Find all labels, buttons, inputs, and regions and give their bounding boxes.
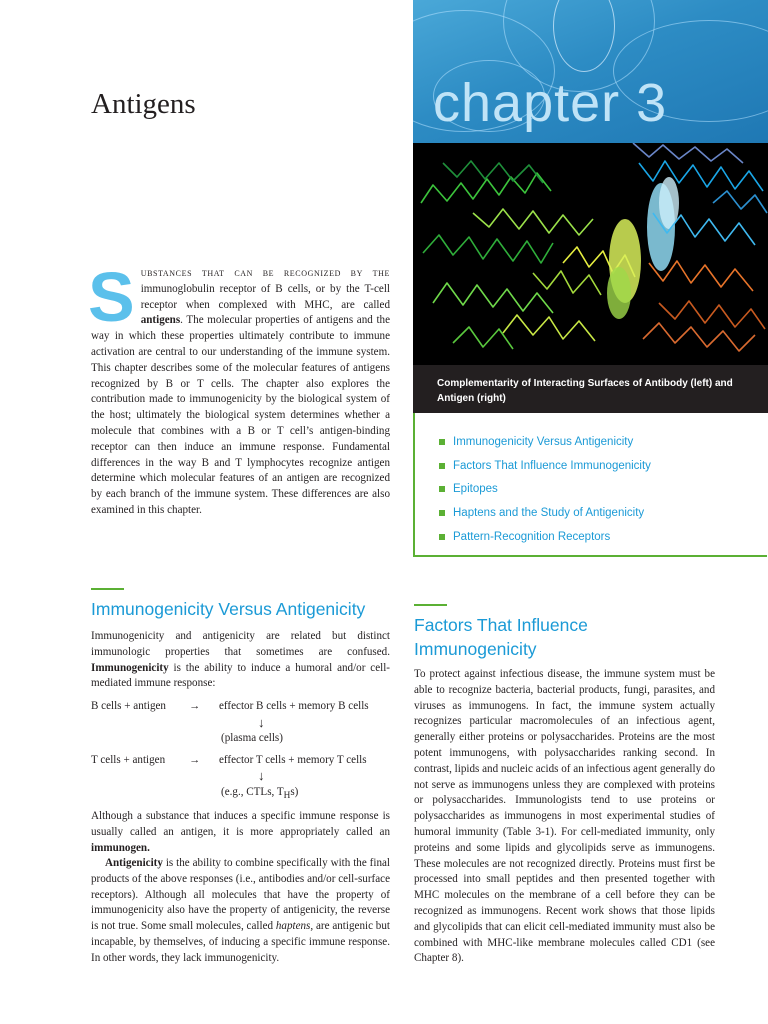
square-bullet-icon [439,486,445,492]
outline-item-label: Pattern-Recognition Receptors [453,530,611,543]
outline-item-label: Haptens and the Study of Antigenicity [453,506,645,519]
equation-note: (plasma cells) [221,732,283,744]
outline-item-label: Factors That Influence Immunogenicity [453,459,651,472]
outline-item[interactable] [439,501,651,525]
chapter-outline [413,413,767,557]
heading-line: Immunogenicity [414,639,537,659]
text: is the ability to combine specifically with the final products of the above responses (i.e., antibodies and/or cell-surface receptors). Although all molecules that have the property of immunogenicity also have the property of antigenicity, the reverse is not true. Some small molecules, called [91,857,390,933]
text: s) [290,786,299,798]
square-bullet-icon [439,534,445,540]
heading-line: Factors That Influence [414,615,588,635]
image-caption-bar [413,365,768,413]
term: Antigenicity [105,857,163,869]
image-caption: Complementarity of Interacting Surfaces of Antibody (left) and Antigen (right) [437,378,733,404]
term-italic: haptens, [275,920,314,933]
right-arrow-icon: → [189,754,201,766]
outline-item-label: Immunogenicity Versus Antigenicity [453,435,634,448]
text: are antigenic but incapable, by themselves, of inducing a specific immune response. In other words, they lack immunogenicity. [91,920,390,964]
equation-note [221,785,298,804]
paragraph [91,809,390,856]
intro-text: immunoglobulin receptor of B cells, or by the T-cell receptor when complexed with MHC, are called [140,282,390,311]
paragraph: To protect against infectious disease, the immune system must be able to recognize bacteria, bacterial products, fungi, parasites, and viruses as immunogens. In fact, the immune system actually recognizes particular macromolecules of an infectious agent, generally either proteins or polysaccharides. Proteins are the most potent immunogens, with polysaccharides ranking second. In contrast, lipids and nucleic acids of an infectious agent generally do not serve as immunogens unless they are complexed with proteins or polysaccharides. Immunologists tend to use proteins or polysaccharides as immunogens in most experimental studies of humoral immunity (Table 3-1). For cell-mediated immunity, only proteins and some lipids and glycolipids serve as immunogens. These molecules are not recognized directly. Proteins must first be processed into small peptides and then presented together with MHC molecules on the membrane of a cell before they can be recognized as immunogens. Recent work shows that those lipids and glycolipids that can elicit cell-mediated immunity must also be combined with MHC-like membrane molecules called CD1 (see Chapter 8). [414,668,715,965]
text: Immunogenicity and antigenicity are related but distinct immunologic properties that sometimes are confused. [91,630,390,658]
outline-item[interactable] [439,430,651,454]
text: (e.g., CTLs, T [221,786,284,798]
intro-term: antigens [140,314,181,327]
chapter-banner [413,0,768,143]
section-rule [91,588,124,590]
section-rule [414,604,447,606]
down-arrow-icon: ↓ [258,768,265,783]
equation-right: effector T cells + memory T cells [219,754,367,766]
outline-item[interactable] [439,525,651,549]
intro-paragraph [88,258,390,519]
outline-item[interactable] [439,454,651,478]
square-bullet-icon [439,439,445,445]
equation-left: T cells + antigen [91,754,166,766]
section-heading [414,613,588,661]
equation-left: B cells + antigen [91,700,166,712]
section-heading: Immunogenicity Versus Antigenicity [91,599,366,619]
intro-text: . The molecular properties of antigens and the way in which these properties ultimately contribute to immune activation are central to our understanding of the immune system. This chapter describes some of the molecular features of antigens recognized by B or T cells. The chapter also explores the contribution made to immunogenicity by the biological system of the host; ultimately the biological system determines whether a molecule that combines with a B or T cell’s antigen-binding receptor can then induce an immune response. Fundamental differences in the way B and T lymphocytes recognize antigen determine which molecular features of an antigen are recognized by each branch of the immune system. These differences are also examined in this chapter. [91,314,390,516]
paragraph [91,629,390,692]
subscript: H [283,791,291,802]
intro-lead: ubstances that can be recognized by the [140,267,390,279]
outline-item-label: Epitopes [453,483,498,496]
text: is the ability to induce a humoral and/or cell-mediated immune response: [91,661,390,690]
text: Although a substance that induces a specific immune response is usually called an antigen, it is more appropriately called an [91,810,390,838]
right-arrow-icon: → [189,700,201,712]
protein-structure-illustration [413,143,768,365]
equation-right: effector B cells + memory B cells [219,700,369,712]
paragraph [91,856,390,967]
chapter-label: chapter 3 [433,73,668,133]
down-arrow-icon: ↓ [258,715,265,730]
drop-cap: S [88,258,135,336]
term: Immunogenicity [91,661,169,674]
antibody-antigen-image [413,143,768,365]
page-title: Antigens [91,88,196,120]
term: immunogen. [91,841,150,854]
square-bullet-icon [439,463,445,469]
outline-list [439,430,651,548]
outline-item[interactable] [439,477,651,501]
square-bullet-icon [439,510,445,516]
